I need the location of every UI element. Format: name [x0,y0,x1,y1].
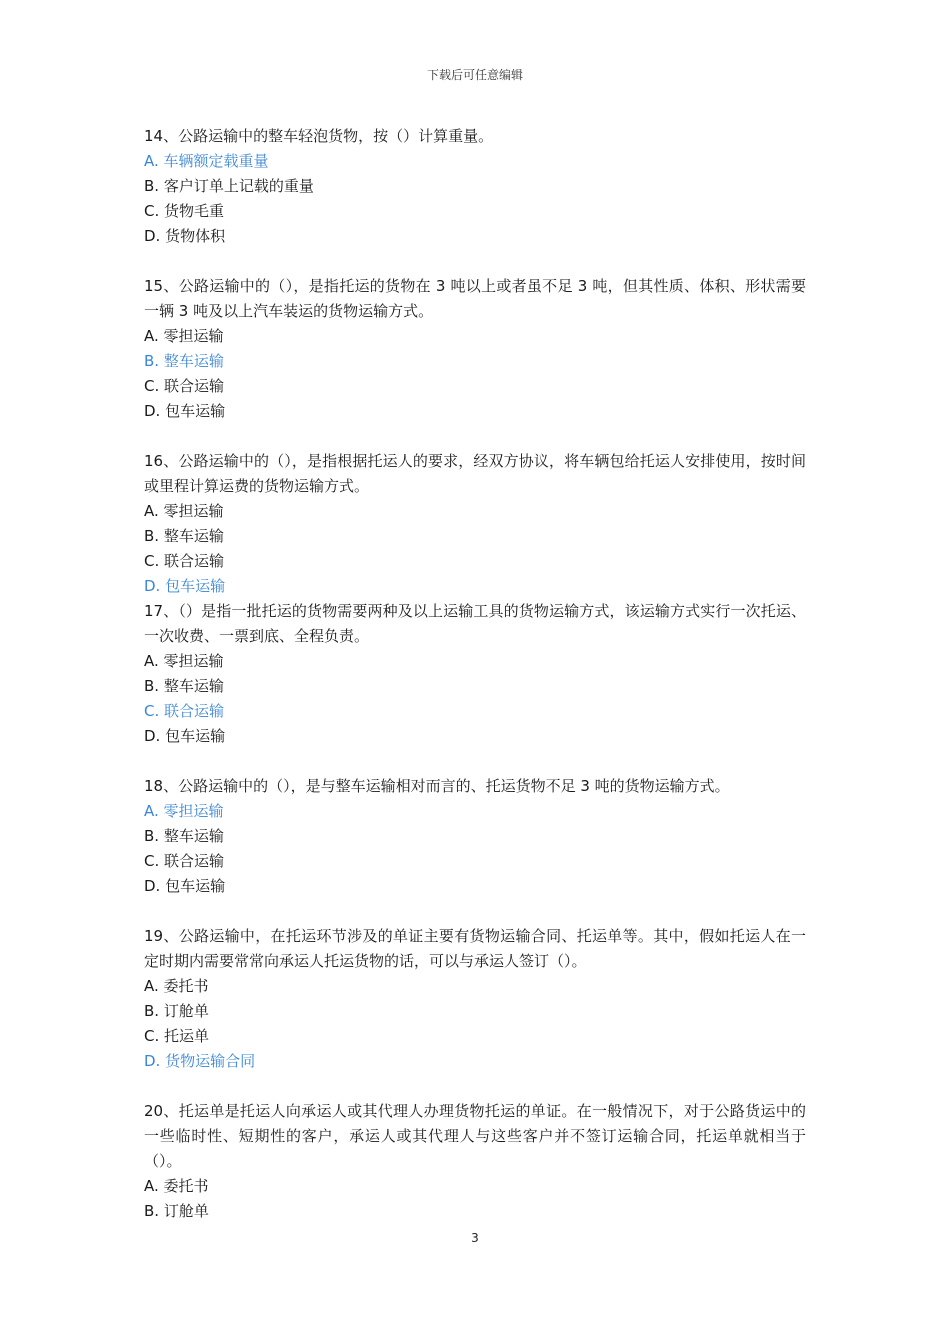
question-stem: 17、（）是指一批托运的货物需要两种及以上运输工具的货物运输方式，该运输方式实行一次托运、一次收费、一票到底、全程负责。 [144,602,806,645]
answer-option: A. 委托书 [144,1177,209,1195]
question-stem: 19、公路运输中，在托运环节涉及的单证主要有货物运输合同、托运单等。其中，假如托运人在一定时期内需要常常向承运人托运货物的话，可以与承运人签订（）。 [144,927,806,970]
answer-option-correct: D. 货物运输合同 [144,1052,256,1070]
question-spacer [144,899,806,924]
answer-option-correct: A. 车辆额定载重量 [144,152,269,170]
question-stem: 18、公路运输中的（），是与整车运输相对而言的、托运货物不足 3 吨的货物运输方式。 [144,777,730,795]
question-spacer [144,249,806,274]
answer-option: D. 货物体积 [144,227,226,245]
answer-option: A. 零担运输 [144,652,224,670]
answer-option: C. 联合运输 [144,852,225,870]
answer-option: C. 货物毛重 [144,202,225,220]
answer-option: B. 整车运输 [144,827,224,845]
question-spacer [144,1074,806,1099]
answer-option: A. 零担运输 [144,502,224,520]
answer-option: B. 客户订单上记载的重量 [144,177,314,195]
answer-option-correct: B. 整车运输 [144,352,224,370]
question-spacer [144,424,806,449]
question-block [144,774,806,899]
answer-option: A. 零担运输 [144,327,224,345]
question-block [144,449,806,599]
answer-option: C. 托运单 [144,1027,210,1045]
answer-option: B. 整车运输 [144,677,224,695]
question-stem: 15、公路运输中的（），是指托运的货物在 3 吨以上或者虽不足 3 吨，但其性质、体积、形状需要一辆 3 吨及以上汽车装运的货物运输方式。 [144,277,806,320]
question-stem: 14、公路运输中的整车轻泡货物，按（）计算重量。 [144,127,494,145]
question-block [144,599,806,749]
answer-option: B. 订舱单 [144,1202,209,1220]
question-block [144,1099,806,1224]
answer-option: A. 委托书 [144,977,209,995]
question-list [144,124,806,1224]
answer-option: C. 联合运输 [144,552,225,570]
answer-option: B. 整车运输 [144,527,224,545]
page-header: 下载后可任意编辑 [426,68,523,82]
page-number: 3 [471,1231,479,1245]
answer-option: C. 联合运输 [144,377,225,395]
question-block [144,124,806,249]
question-block [144,274,806,424]
question-stem: 16、公路运输中的（），是指根据托运人的要求，经双方协议，将车辆包给托运人安排使用，按时间或里程计算运费的货物运输方式。 [144,452,806,495]
answer-option: D. 包车运输 [144,727,226,745]
answer-option: D. 包车运输 [144,877,226,895]
question-block [144,924,806,1074]
answer-option: D. 包车运输 [144,402,226,420]
answer-option-correct: D. 包车运输 [144,577,226,595]
answer-option: B. 订舱单 [144,1002,209,1020]
answer-option-correct: A. 零担运输 [144,802,224,820]
question-stem: 20、托运单是托运人向承运人或其代理人办理货物托运的单证。在一般情况下，对于公路货运中的一些临时性、短期性的客户，承运人或其代理人与这些客户并不签订运输合同，托运单就相当于（）。 [144,1102,806,1170]
answer-option-correct: C. 联合运输 [144,702,225,720]
question-spacer [144,749,806,774]
